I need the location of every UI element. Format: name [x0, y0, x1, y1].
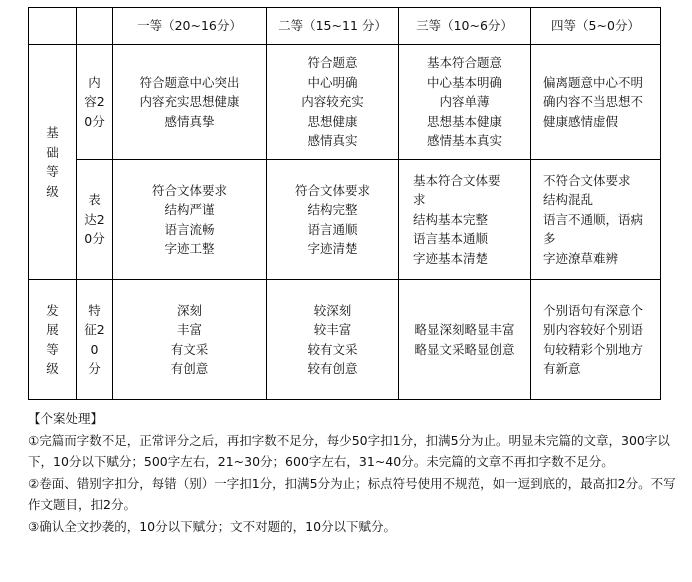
group-basic-label: 基 础 等 级 — [46, 125, 59, 199]
header-sub-corner — [77, 8, 113, 45]
special-case-item-2: ②卷面、错别字扣分，每错（别）一字扣1分，扣满5分为止；标点符号使用不规范，如一逗到底的，最高扣2分。不写作文题目，扣2分。 — [28, 475, 676, 512]
header-grade-2: 二等（15~11 分） — [267, 8, 399, 45]
header-row — [29, 8, 661, 45]
cell-text: 较深刻 较丰富 较有文采 较有创意 — [307, 302, 358, 376]
cell-feature-grade1 — [113, 280, 267, 400]
cell-expression-grade3 — [399, 160, 531, 280]
sub-expression — [77, 160, 113, 280]
sub-content — [77, 45, 113, 160]
sub-feature — [77, 280, 113, 400]
cell-content-grade3 — [399, 45, 531, 160]
row-feature — [29, 280, 661, 400]
special-cases-section — [28, 408, 680, 537]
cell-feature-grade2 — [267, 280, 399, 400]
cell-text: 略显深刻略显丰富 略显文采略显创意 — [414, 322, 515, 357]
cell-text: 不符合文体要求 结构混乱 语言不通顺，语病 多 字迹潦草难辨 — [543, 172, 644, 266]
cell-expression-grade4 — [531, 160, 661, 280]
special-cases-title: 【个案处理】 — [28, 411, 104, 426]
cell-expression-grade2 — [267, 160, 399, 280]
header-grade-3: 三等（10~6分） — [399, 8, 531, 45]
group-development-level — [29, 280, 77, 400]
cell-text: 符合文体要求 结构完整 语言通顺 字迹清楚 — [294, 182, 370, 256]
special-case-item-3: ③确认全文抄袭的，10分以下赋分；文不对题的，10分以下赋分。 — [28, 518, 397, 534]
cell-text: 符合题意中心突出 内容充实思想健康 感情真挚 — [139, 74, 240, 129]
cell-expression-grade1 — [113, 160, 267, 280]
cell-text: 个别语句有深意个 别内容较好个别语 句较精彩个别地方 有新意 — [543, 302, 644, 376]
header-grade-4: 四等（5~0分） — [531, 8, 661, 45]
group-development-label: 发 展 等 级 — [46, 302, 59, 376]
special-case-item-1: ①完篇而字数不足，正常评分之后，再扣字数不足分，每少50字扣1分，扣满5分为止。明显未完篇的文章，300字以下，10分以下赋分；500字左右，21~30分；600字左右，31~40分。未完篇的文章不再扣字数不足分。 — [28, 432, 670, 469]
cell-text: 符合文体要求 结构严谨 语言流畅 字迹工整 — [151, 182, 227, 256]
cell-feature-grade3 — [399, 280, 531, 400]
cell-text: 偏离题意中心不明 确内容不当思想不 健康感情虚假 — [543, 74, 644, 129]
sub-feature-label: 特 征2 0 分 — [84, 302, 105, 376]
cell-text: 基本符合题意 中心基本明确 内容单薄 思想基本健康 感情基本真实 — [426, 55, 502, 149]
scoring-rubric-table — [28, 7, 661, 400]
cell-feature-grade4 — [531, 280, 661, 400]
cell-text: 基本符合文体要 求 结构基本完整 语言基本通顺 字迹基本清楚 — [413, 172, 501, 266]
row-expression — [29, 160, 661, 280]
header-corner — [29, 8, 77, 45]
group-basic-level — [29, 45, 77, 280]
cell-content-grade2 — [267, 45, 399, 160]
cell-content-grade4 — [531, 45, 661, 160]
cell-text: 深刻 丰富 有文采 有创意 — [170, 302, 209, 376]
sub-expression-label: 表 达2 0分 — [84, 192, 105, 247]
sub-content-label: 内 容2 0分 — [84, 74, 105, 129]
cell-text: 符合题意 中心明确 内容较充实 思想健康 感情真实 — [301, 55, 364, 149]
cell-content-grade1 — [113, 45, 267, 160]
row-content — [29, 45, 661, 160]
header-grade-1: 一等（20~16分） — [113, 8, 267, 45]
